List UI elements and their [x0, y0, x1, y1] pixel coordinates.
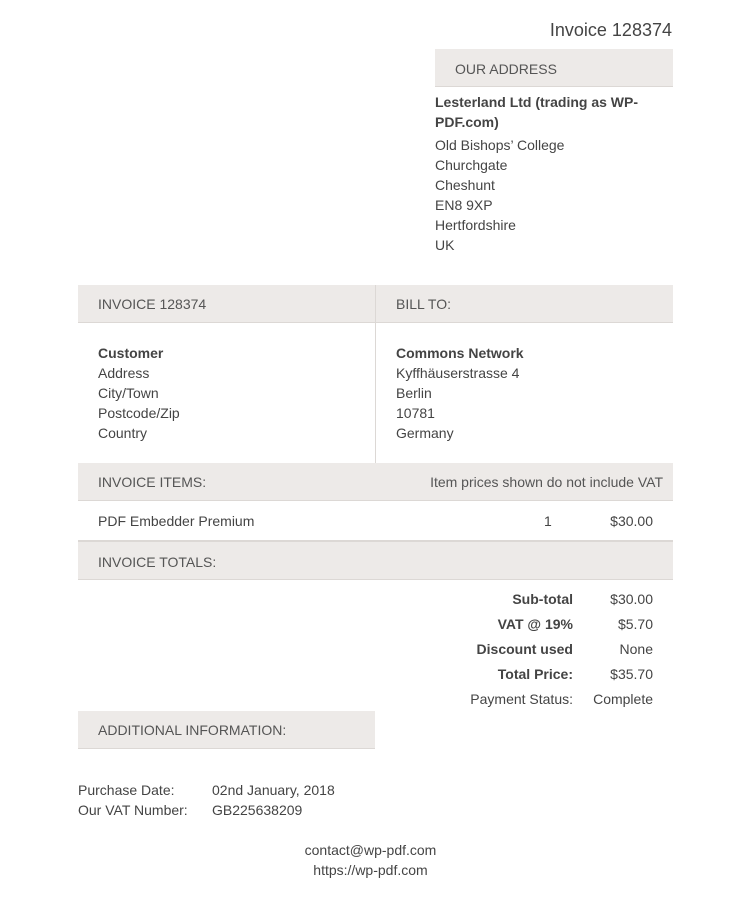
table-row	[78, 501, 673, 542]
invoice-items-label: INVOICE ITEMS:	[98, 474, 207, 490]
vat-number-row	[78, 800, 398, 820]
our-address-lines	[435, 135, 564, 255]
subtotal-value: $30.00	[610, 591, 653, 607]
invoice-items-header	[78, 463, 673, 501]
customer-label: Customer	[98, 345, 164, 361]
totals-row-vat	[78, 616, 673, 641]
purchase-date-row	[78, 780, 398, 800]
field-label: Country	[98, 425, 148, 441]
address-line: Old Bishops’ College	[435, 137, 565, 153]
vat-note: Item prices shown do not include VAT	[430, 474, 663, 490]
vat-number-label: Our VAT Number:	[78, 802, 188, 818]
discount-label: Discount used	[476, 641, 573, 657]
invoice-number-header: INVOICE 128374	[78, 285, 376, 323]
discount-value: None	[619, 641, 653, 657]
address-line: Hertfordshire	[435, 217, 516, 233]
item-price: $30.00	[610, 513, 653, 529]
invoice-title: Invoice 128374	[549, 20, 672, 40]
purchase-date-value: 02nd January, 2018	[212, 782, 335, 798]
bill-to-name: Commons Network	[396, 345, 524, 361]
field-label: Address	[98, 365, 150, 381]
company-name: Lesterland Ltd (trading as WP-PDF.com)	[435, 94, 639, 130]
bill-to-header: BILL TO:	[376, 285, 673, 323]
total-price-value: $35.70	[610, 666, 653, 682]
vat-value: $5.70	[617, 616, 653, 632]
field-label: City/Town	[98, 385, 159, 401]
footer-url[interactable]: https://wp-pdf.com	[313, 862, 428, 878]
bill-to-address	[396, 343, 524, 443]
purchase-date-label: Purchase Date:	[78, 782, 175, 798]
totals-row-discount	[78, 641, 673, 666]
bill-to-line: Berlin	[396, 385, 432, 401]
total-price-label: Total Price:	[497, 666, 573, 682]
item-name: PDF Embedder Premium	[98, 513, 255, 529]
address-line: EN8 9XP	[435, 197, 493, 213]
totals-row-subtotal	[78, 591, 673, 616]
subtotal-label: Sub-total	[512, 591, 573, 607]
our-address-header: OUR ADDRESS	[435, 49, 673, 87]
vat-label: VAT @ 19%	[497, 616, 573, 632]
invoice-totals-header: INVOICE TOTALS:	[78, 542, 673, 580]
bill-to-line: Germany	[396, 425, 454, 441]
footer-email[interactable]: contact@wp-pdf.com	[304, 842, 437, 858]
vat-number-value: GB225638209	[212, 802, 303, 818]
item-quantity: 1	[544, 513, 552, 529]
bill-to-line: 10781	[396, 405, 435, 421]
payment-status-label: Payment Status:	[470, 691, 573, 707]
additional-information-header: ADDITIONAL INFORMATION:	[78, 711, 375, 749]
payment-status-value: Complete	[593, 691, 653, 707]
field-label: Postcode/Zip	[98, 405, 180, 421]
totals-row-total	[78, 666, 673, 691]
customer-fields	[98, 343, 180, 443]
address-line: UK	[435, 237, 455, 253]
address-line: Churchgate	[435, 157, 508, 173]
column-divider	[375, 323, 376, 463]
bill-to-line: Kyffhäuserstrasse 4	[396, 365, 520, 381]
address-line: Cheshunt	[435, 177, 495, 193]
